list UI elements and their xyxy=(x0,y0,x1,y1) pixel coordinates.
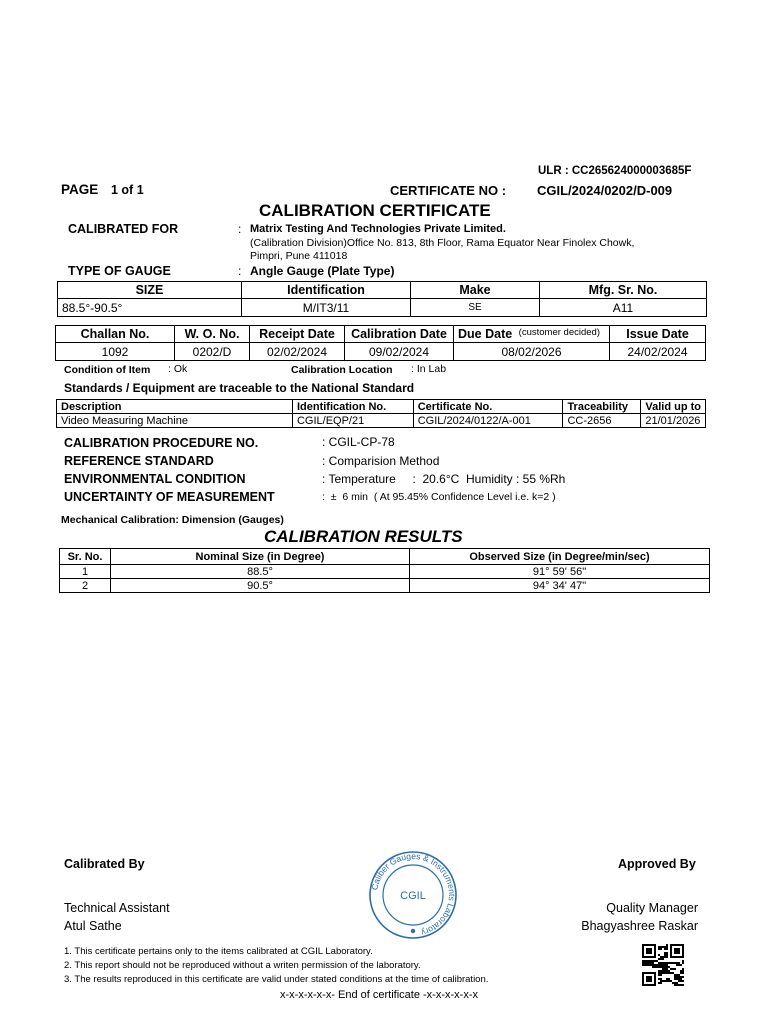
dates-col-challan: Challan No. xyxy=(56,326,175,343)
standards-col-valid: Valid up to xyxy=(641,400,706,414)
page-value: 1 of 1 xyxy=(111,183,144,197)
gauge-col-identification: Identification xyxy=(242,282,411,299)
dates-col-calibration: Calibration Date xyxy=(345,326,454,343)
standards-col-description: Description xyxy=(57,400,293,414)
certificate-label: CERTIFICATE NO : xyxy=(390,183,507,198)
issue-date-value: 24/02/2024 xyxy=(610,343,706,361)
dates-table xyxy=(55,325,706,361)
gauge-identification-value: M/IT3/11 xyxy=(242,299,411,317)
due-date-label: Due Date xyxy=(458,327,513,341)
dates-col-due xyxy=(454,326,610,343)
note-item: 1. This certificate pertains only to the items calibrated at CGIL Laboratory. xyxy=(64,946,373,957)
note-item: 2. This report should not be reproduced without a writen permission of the laboratory. xyxy=(64,960,421,971)
condition-label: Condition of Item xyxy=(64,364,151,376)
standards-col-traceability: Traceability xyxy=(563,400,641,414)
wo-value: 0202/D xyxy=(175,343,250,361)
result-srno: 2 xyxy=(60,579,111,593)
condition-value: : Ok xyxy=(168,363,188,375)
standards-table-header xyxy=(57,400,706,414)
left-signatory-role: Technical Assistant xyxy=(64,901,170,915)
note-item: 3. The results reproduced in this certificate are valid under stated conditions at the time of calibration. xyxy=(64,974,489,985)
dates-col-receipt: Receipt Date xyxy=(250,326,345,343)
gauge-type-value: Angle Gauge (Plate Type) xyxy=(250,264,395,278)
customer-address-line2: Pimpri, Pune 411018 xyxy=(250,250,348,262)
lab-seal-stamp xyxy=(362,849,464,941)
challan-value: 1092 xyxy=(56,343,175,361)
gauge-type-label: TYPE OF GAUGE xyxy=(68,264,171,278)
result-observed: 91° 59' 56" xyxy=(410,565,710,579)
gauge-col-size: SIZE xyxy=(58,282,242,299)
result-observed: 94° 34' 47" xyxy=(410,579,710,593)
table-row xyxy=(56,343,706,361)
end-of-certificate: x-x-x-x-x-x- End of certificate -x-x-x-x-x-x xyxy=(280,989,478,1001)
due-date-note: (customer decided) xyxy=(518,327,600,338)
gauge-size-value: 88.5°-90.5° xyxy=(58,299,242,317)
gauge-col-serial: Mfg. Sr. No. xyxy=(540,282,707,299)
results-col-srno: Sr. No. xyxy=(60,549,111,565)
standards-col-certificate: Certificate No. xyxy=(413,400,563,414)
table-row xyxy=(60,565,710,579)
gauge-serial-value: A11 xyxy=(540,299,707,317)
dates-col-issue: Issue Date xyxy=(610,326,706,343)
customer-name: Matrix Testing And Technologies Private Limited. xyxy=(250,223,506,235)
reference-label: REFERENCE STANDARD xyxy=(64,454,214,468)
results-table xyxy=(59,548,710,593)
stamp-center-text: CGIL xyxy=(400,890,426,902)
stamp-ring-text: Caliber Gauges & Instruments Laboratory xyxy=(369,850,458,938)
calibrated-for-label: CALIBRATED FOR xyxy=(68,222,179,236)
page-label: PAGE xyxy=(61,182,99,197)
calibration-date-value: 09/02/2024 xyxy=(345,343,454,361)
results-col-observed: Observed Size (in Degree/min/sec) xyxy=(410,549,710,565)
calibrated-for-colon: : xyxy=(238,222,242,236)
results-col-nominal: Nominal Size (in Degree) xyxy=(111,549,410,565)
certificate-number: CGIL/2024/0202/D-009 xyxy=(537,183,673,198)
right-signatory-name: Bhagyashree Raskar xyxy=(581,919,698,933)
results-title: CALIBRATION RESULTS xyxy=(264,527,463,546)
table-row xyxy=(60,579,710,593)
table-row xyxy=(57,414,706,428)
approved-by-label: Approved By xyxy=(618,857,696,871)
ulr-number: ULR : CC265624000003685F xyxy=(538,165,692,177)
standard-description: Video Measuring Machine xyxy=(57,414,293,428)
uncertainty-value: : ± 6 min ( At 95.45% Confidence Level i.e. k=2 ) xyxy=(322,491,556,503)
location-value: : In Lab xyxy=(411,363,447,375)
customer-address-line1: (Calibration Division)Office No. 813, 8th Floor, Rama Equator Near Finolex Chowk, xyxy=(250,237,635,249)
procedure-value: : CGIL-CP-78 xyxy=(322,435,395,449)
gauge-col-make: Make xyxy=(411,282,540,299)
gauge-type-colon: : xyxy=(238,264,242,278)
standard-traceability: CC-2656 xyxy=(563,414,641,428)
due-date-value: 08/02/2026 xyxy=(454,343,610,361)
gauge-table-header xyxy=(58,282,707,299)
certificate-notes xyxy=(64,945,488,987)
calibrated-by-label: Calibrated By xyxy=(64,857,145,871)
gauge-table xyxy=(57,281,707,317)
qr-code-icon xyxy=(642,944,684,986)
gauge-make-value: SE xyxy=(411,299,540,317)
environment-label: ENVIRONMENTAL CONDITION xyxy=(64,472,246,486)
procedure-label: CALIBRATION PROCEDURE NO. xyxy=(64,436,259,450)
standards-col-identification: Identification No. xyxy=(292,400,413,414)
page-title: CALIBRATION CERTIFICATE xyxy=(259,201,491,220)
standard-valid-upto: 21/01/2026 xyxy=(641,414,706,428)
dates-col-wo: W. O. No. xyxy=(175,326,250,343)
result-nominal: 90.5° xyxy=(111,579,410,593)
result-srno: 1 xyxy=(60,565,111,579)
standards-heading: Standards / Equipment are traceable to the National Standard xyxy=(64,381,415,395)
result-nominal: 88.5° xyxy=(111,565,410,579)
table-row xyxy=(58,299,707,317)
mechanical-calibration-note: Mechanical Calibration: Dimension (Gauges) xyxy=(61,514,284,526)
location-label: Calibration Location xyxy=(291,364,393,376)
standards-table xyxy=(56,399,706,428)
results-table-header xyxy=(60,549,710,565)
standard-certificate: CGIL/2024/0122/A-001 xyxy=(413,414,563,428)
environment-value: : Temperature : 20.6°C Humidity : 55 %Rh xyxy=(322,472,566,486)
uncertainty-label: UNCERTAINTY OF MEASUREMENT xyxy=(64,490,275,504)
right-signatory-role: Quality Manager xyxy=(606,901,698,915)
receipt-date-value: 02/02/2024 xyxy=(250,343,345,361)
standard-identification: CGIL/EQP/21 xyxy=(292,414,413,428)
dates-table-header xyxy=(56,326,706,343)
left-signatory-name: Atul Sathe xyxy=(64,919,122,933)
reference-value: : Comparision Method xyxy=(322,454,440,468)
